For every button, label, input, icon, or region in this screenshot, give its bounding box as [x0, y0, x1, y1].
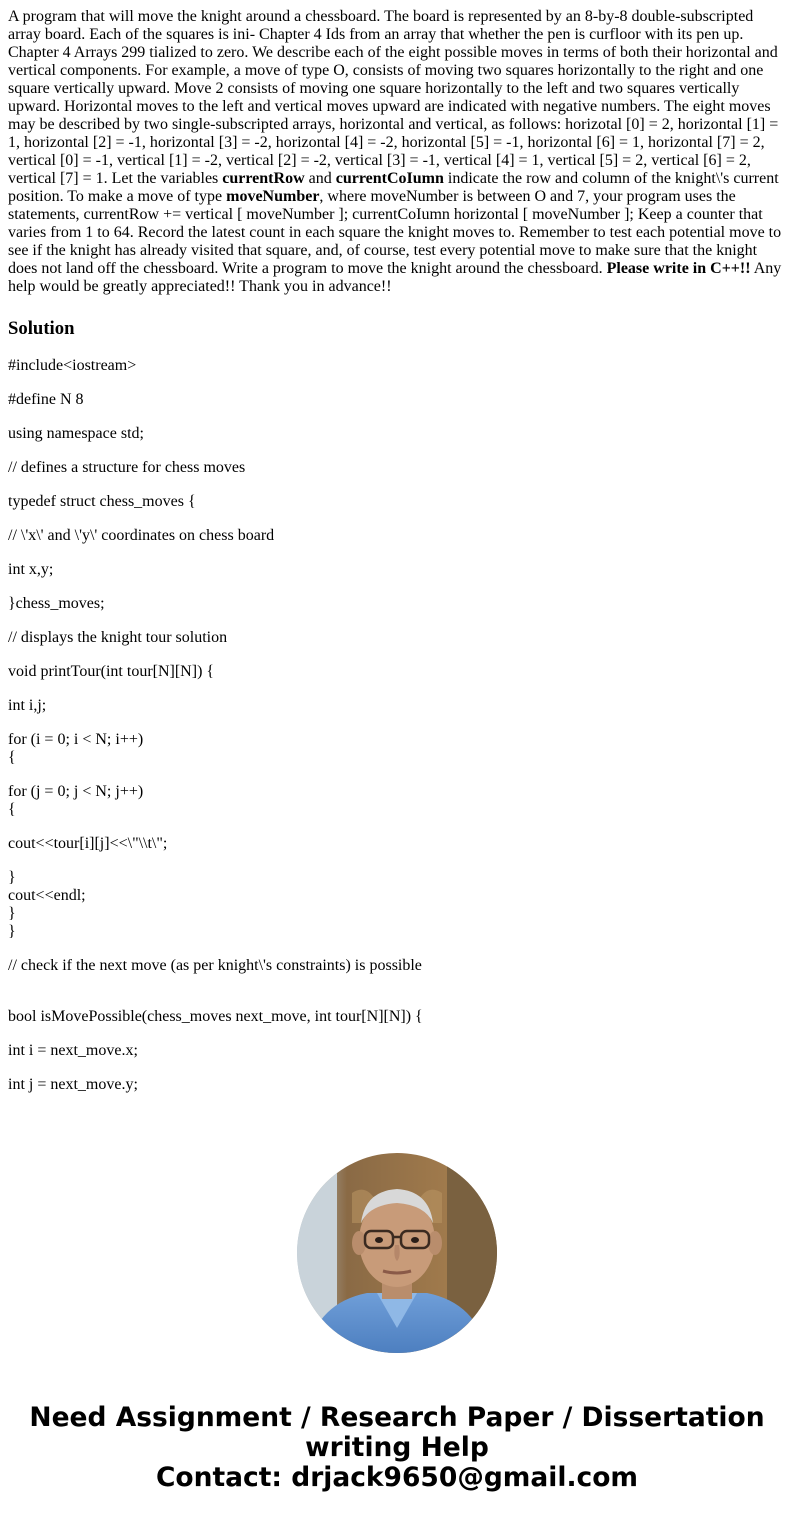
code-line: for (j = 0; j < N; j++) — [8, 783, 144, 800]
footer-contact: Contact: drjack9650@gmail.com — [155, 1462, 639, 1493]
code-line: }chess_moves; — [8, 595, 105, 612]
avatar — [297, 1153, 497, 1353]
code-line: cout<<endl; — [8, 887, 86, 904]
code-line: typedef struct chess_moves { — [8, 493, 196, 510]
footer-promo — [0, 1403, 794, 1493]
code-line: int x,y; — [8, 561, 54, 578]
current-row-term: currentRow — [222, 170, 305, 187]
code-line: { — [8, 801, 16, 818]
question-text — [8, 8, 786, 296]
avatar-photo — [297, 1153, 497, 1353]
code-line: } — [8, 905, 16, 922]
code-line: for (i = 0; i < N; i++) — [8, 731, 144, 748]
code-line: // \'x\' and \'y\' coordinates on chess board — [8, 527, 275, 544]
code-line: } — [8, 923, 16, 940]
code-line: // displays the knight tour solution — [8, 629, 228, 646]
code-line: // defines a structure for chess moves — [8, 459, 246, 476]
footer-line: Need Assignment / Research Paper / Dissertation — [29, 1402, 765, 1433]
cpp-request: Please write in C++!! — [606, 260, 751, 277]
question-part: Any help would be greatly appreciated!! Thank you in advance!! — [8, 260, 782, 295]
question-part: A program that will move the knight around a chessboard. The board is represented by an 8-by-8 double-subscripted array board. Each of the squares is ini- Chapter 4 Ids from an array that whether the pen is curfloor with its pen up. Chapter 4 Arrays 299 tialized to zero. We describe each of the eight possible moves in terms of both their horizontal and vertical components. For example, a move of type O, consists of moving two squares horizontally to the right and one square vertically upward. Move 2 consists of moving one square horizontally to the left and two squares vertically upward. Horizontal moves to the left and vertical moves upward are indicated with negative numbers. The eight moves may be described by two single-subscripted arrays, horizontal and vertical, as follows: horizotal [0] = 2, horizontal [1] = 1, horizontal [2] = -1, horizontal [3] = -2, horizontal [4] = -2, horizontal [5] = -1, horizontal [6] = 1, horizontal [7] = 2, vertical [0] = -1, vertical [1] = -2, vertical [2] = -2, vertical [3] = -1, vertical [4] = 1, vertical [5] = 2, vertical [6] = 2, vertical [7] = 1. Let the variables — [8, 8, 779, 187]
question-part: indicate the row and column of the knight\'s current position. To make a move of type — [8, 170, 779, 205]
code-line: // check if the next move (as per knight\'s constraints) is possible — [8, 957, 422, 974]
code-line: bool isMovePossible(chess_moves next_move, int tour[N][N]) { — [8, 1008, 423, 1025]
solution-heading: Solution — [8, 318, 75, 339]
code-line: using namespace std; — [8, 425, 144, 442]
move-number-term: moveNumber — [226, 188, 320, 205]
code-line: #include<iostream> — [8, 357, 137, 374]
question-part: , where moveNumber is between O and 7, your program uses the statements, currentRow += vertical [ moveNumber ]; currentCoIumn horizontal [ moveNumber ]; Keep a counter that varies from 1 to 64. Record the latest count in each square the knight moves to. Remember to test each potential move to see if the knight has already visited that square, and, of course, test every potential move to make sure that the knight does not land off the chessboard. Write a program to move the knight around the chessboard. — [8, 188, 782, 277]
question-part: and — [304, 170, 336, 187]
code-line: { — [8, 749, 16, 766]
solution-code — [8, 357, 786, 1094]
code-line: } — [8, 869, 16, 886]
code-line: int i = next_move.x; — [8, 1042, 138, 1059]
code-line: cout<<tour[i][j]<<\"\\t\"; — [8, 835, 168, 852]
code-line: #define N 8 — [8, 391, 84, 408]
code-line: void printTour(int tour[N][N]) { — [8, 663, 215, 680]
code-line: int j = next_move.y; — [8, 1076, 138, 1093]
current-column-term: currentCoIumn — [335, 170, 444, 187]
footer-line: writing Help — [305, 1432, 489, 1463]
code-line: int i,j; — [8, 697, 47, 714]
